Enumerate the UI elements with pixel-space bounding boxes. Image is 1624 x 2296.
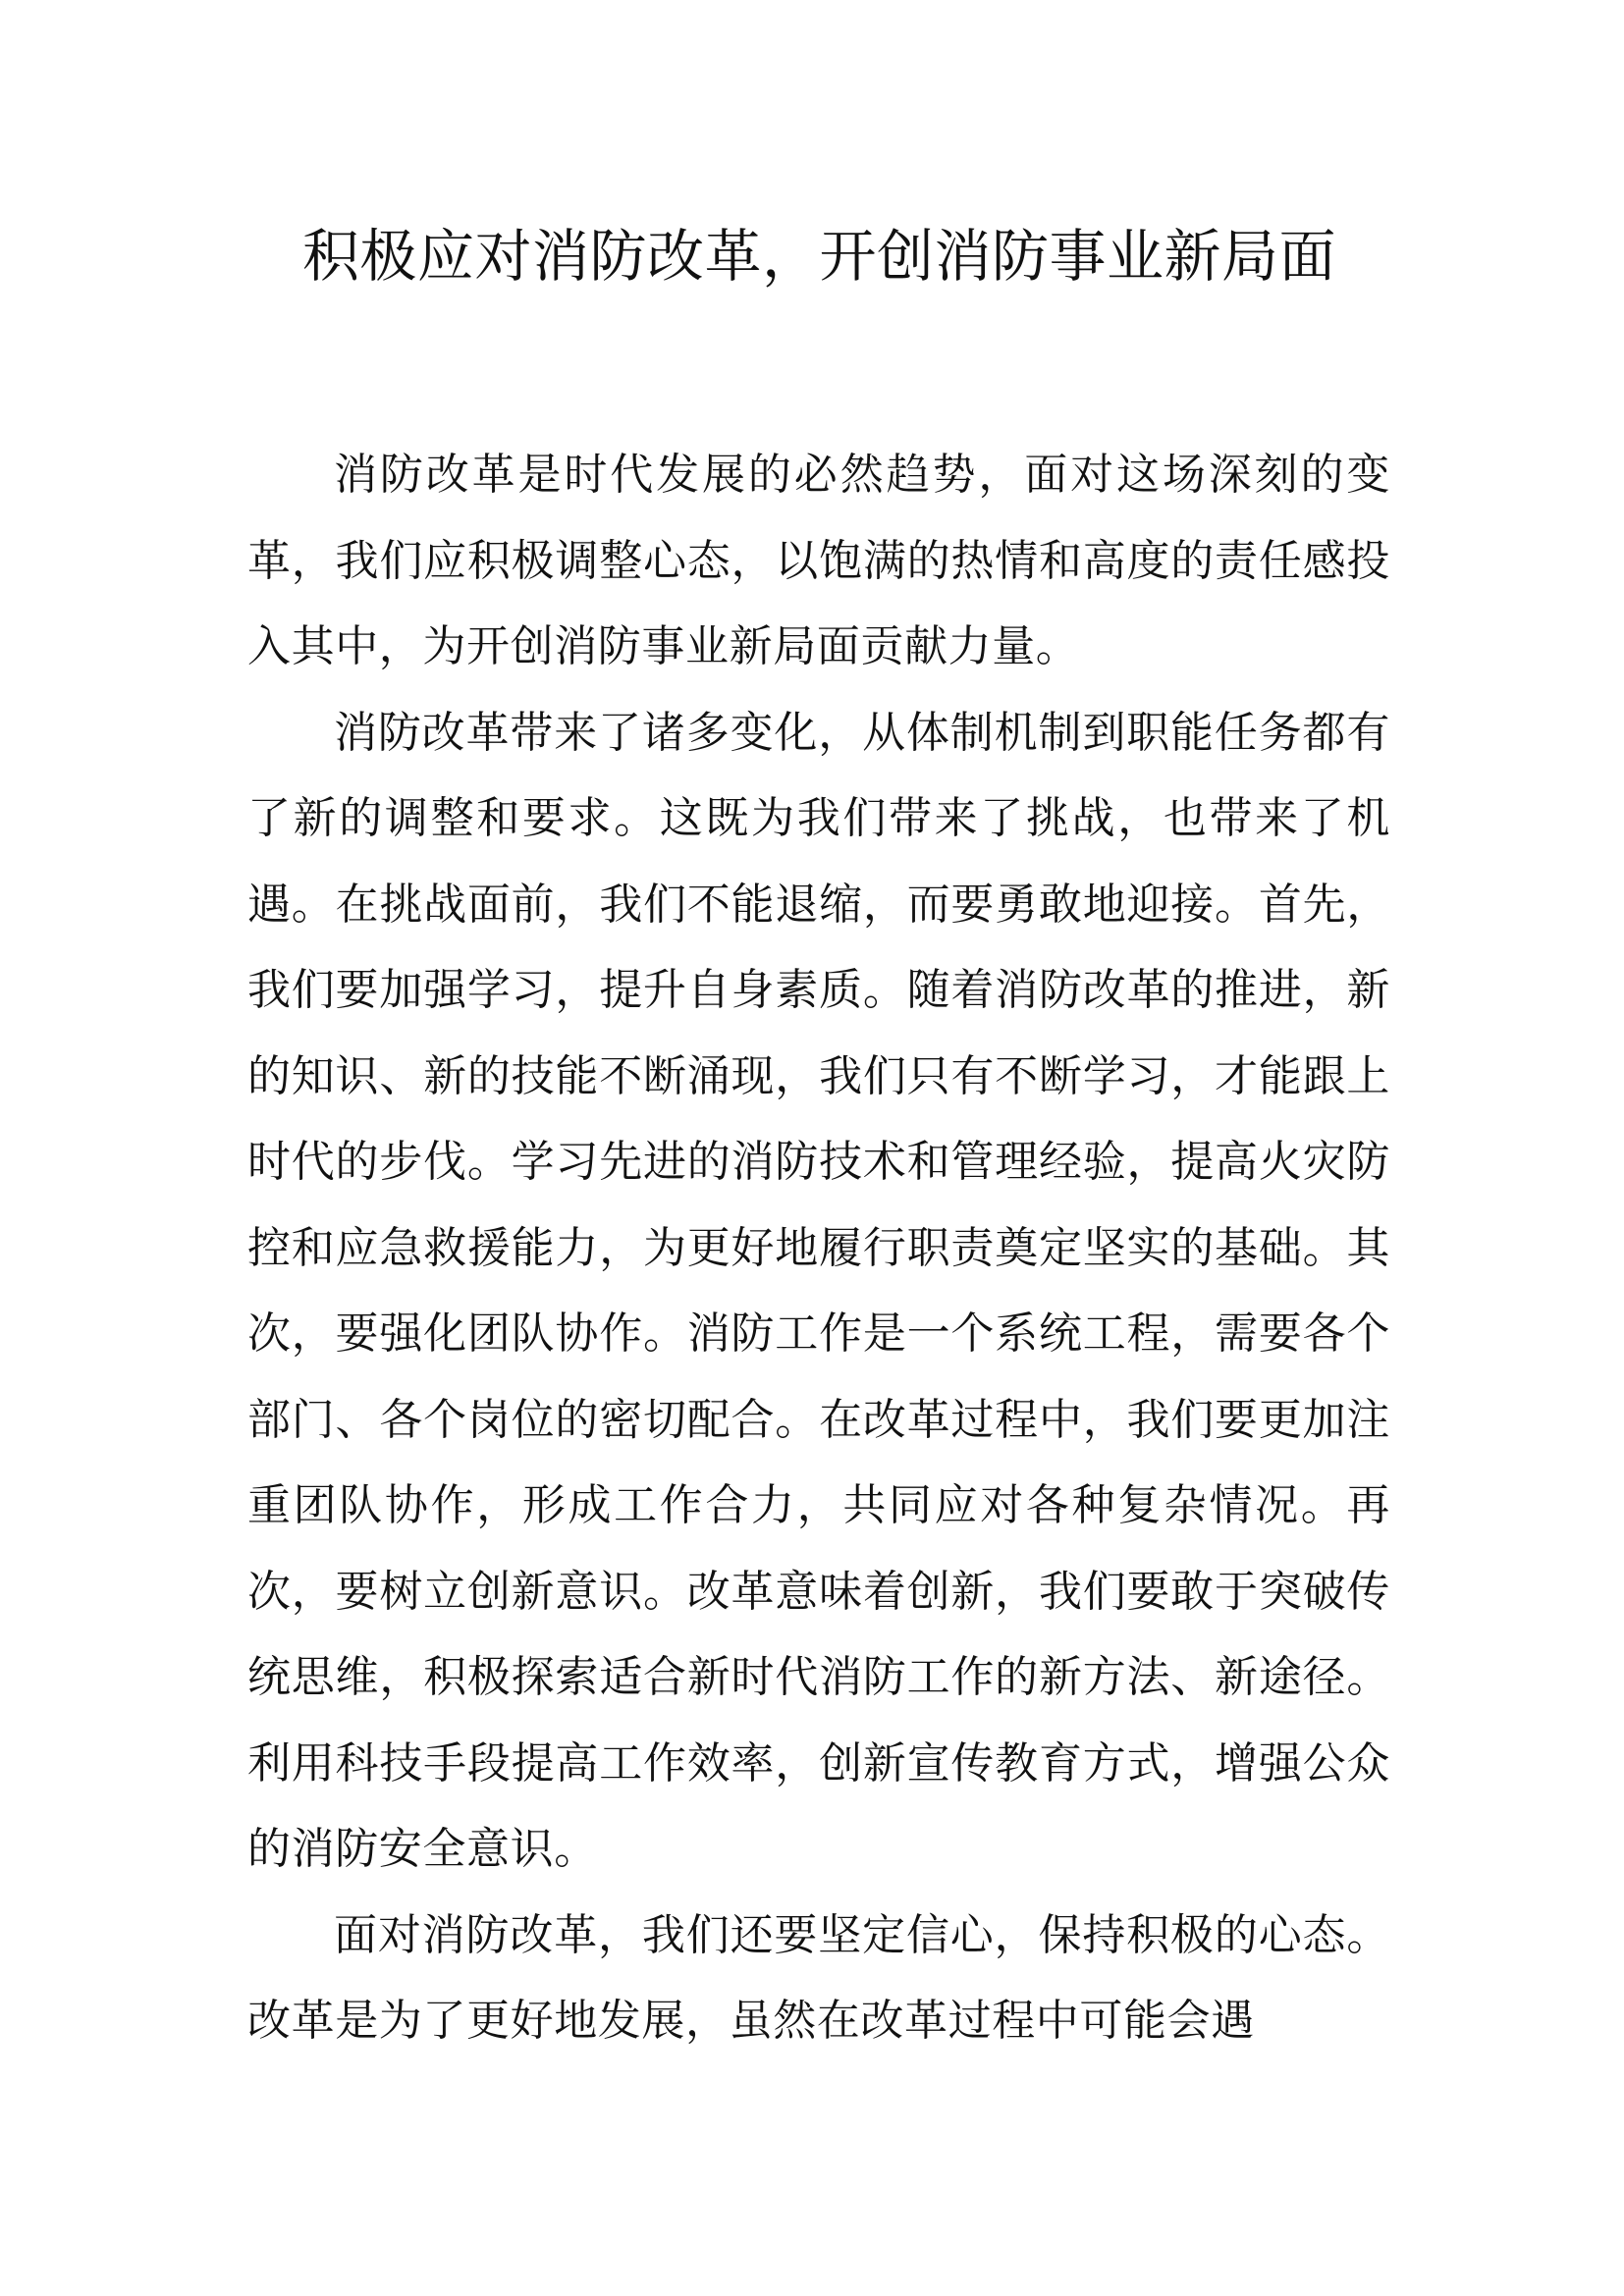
- paragraph-1: 消防改革是时代发展的必然趋势，面对这场深刻的变革，我们应积极调整心态，以饱满的热情和高度的责任感投入其中，为开创消防事业新局面贡献力量。: [247, 450, 1390, 671]
- paragraph-2: 消防改革带来了诸多变化，从体制机制到职能任务都有了新的调整和要求。这既为我们带来了挑战，也带来了机遇。在挑战面前，我们不能退缩，而要勇敢地迎接。首先，我们要加强学习，提升自身素质。随着消防改革的推进，新的知识、新的技能不断涌现，我们只有不断学习，才能跟上时代的步伐。学习先进的消防技术和管理经验，提高火灾防控和应急救援能力，为更好地履行职责奠定坚实的基础。其次，要强化团队协作。消防工作是一个系统工程，需要各个部门、各个岗位的密切配合。在改革过程中，我们要更加注重团队协作，形成工作合力，共同应对各种复杂情况。再次，要树立创新意识。改革意味着创新，我们要敢于突破传统思维，积极探索适合新时代消防工作的新方法、新途径。利用科技手段提高工作效率，创新宣传教育方式，增强公众的消防安全意识。: [247, 707, 1390, 1874]
- document-body: [247, 432, 1390, 2064]
- document-title: 积极应对消防改革，开创消防事业新局面: [302, 223, 1337, 290]
- paragraph-3: 面对消防改革，我们还要坚定信心，保持积极的心态。改革是为了更好地发展，虽然在改革过程中可能会遇: [247, 1909, 1390, 2046]
